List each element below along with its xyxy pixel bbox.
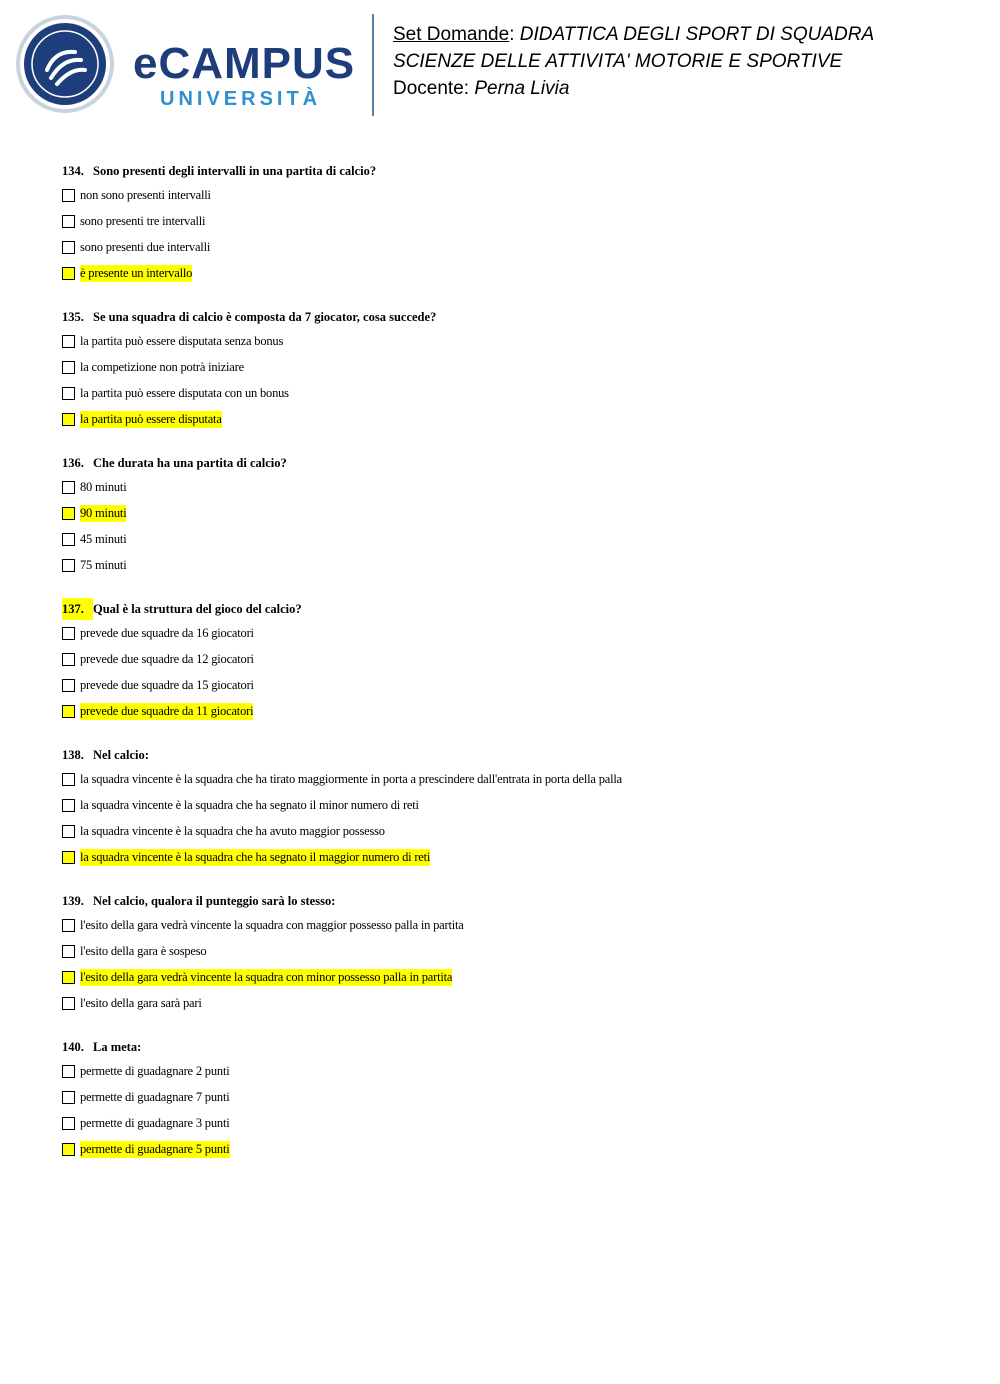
answer-checkbox[interactable] — [62, 335, 75, 348]
answer-checkbox[interactable] — [62, 851, 75, 864]
question-number: 134. — [62, 164, 84, 178]
question-title — [62, 744, 962, 770]
answer-text: permette di guadagnare 2 punti — [80, 1064, 230, 1078]
question-spacer — [62, 436, 962, 452]
answer-text: non sono presenti intervalli — [80, 188, 211, 202]
teacher-label: Docente: — [393, 78, 470, 99]
question-title — [62, 452, 962, 478]
question-number: 140. — [62, 1040, 84, 1054]
question-block — [62, 598, 962, 744]
question-text: Se una squadra di calcio è composta da 7 giocator, cosa succede? — [93, 310, 437, 324]
question-spacer — [62, 1020, 962, 1036]
question-title — [62, 890, 962, 916]
answer-text: prevede due squadre da 11 giocatori — [80, 704, 254, 718]
course-line — [393, 24, 874, 46]
answer-option[interactable] — [62, 556, 962, 582]
question-spacer — [62, 874, 962, 890]
teacher-line — [393, 78, 569, 100]
answer-text: prevede due squadre da 16 giocatori — [80, 626, 254, 640]
answer-text: l'esito della gara sarà pari — [80, 996, 202, 1010]
answer-option[interactable] — [62, 1062, 962, 1088]
question-block — [62, 744, 962, 890]
question-block — [62, 306, 962, 452]
answer-option[interactable] — [62, 624, 962, 650]
ecampus-seal-logo — [15, 14, 115, 114]
answer-option[interactable] — [62, 994, 962, 1020]
program-title: SCIENZE DELLE ATTIVITA' MOTORIE E SPORTIVE — [393, 51, 843, 72]
answer-checkbox[interactable] — [62, 533, 75, 546]
answer-text: l'esito della gara è sospeso — [80, 944, 207, 958]
logo-sub-text: UNIVERSITÀ — [160, 88, 322, 110]
answer-option[interactable] — [62, 1088, 962, 1114]
answer-checkbox[interactable] — [62, 1091, 75, 1104]
answer-text: 90 minuti — [80, 506, 127, 520]
answer-checkbox[interactable] — [62, 507, 75, 520]
answer-option[interactable] — [62, 822, 962, 848]
answer-checkbox[interactable] — [62, 1117, 75, 1130]
answer-option[interactable] — [62, 942, 962, 968]
answer-text: la squadra vincente è la squadra che ha tirato maggiormente in porta a prescindere dall'entrata in porta della palla — [80, 772, 622, 786]
question-text: Nel calcio: — [93, 748, 149, 762]
question-number: 136. — [62, 456, 84, 470]
question-text: Sono presenti degli intervalli in una partita di calcio? — [93, 164, 377, 178]
question-number: 139. — [62, 894, 84, 908]
answer-text: l'esito della gara vedrà vincente la squadra con minor possesso palla in partita — [80, 970, 453, 984]
answer-checkbox[interactable] — [62, 997, 75, 1010]
answer-option[interactable] — [62, 916, 962, 942]
answer-option[interactable] — [62, 264, 962, 290]
answer-checkbox[interactable] — [62, 413, 75, 426]
answer-option[interactable] — [62, 212, 962, 238]
answer-text: la squadra vincente è la squadra che ha avuto maggior possesso — [80, 824, 385, 838]
answer-text: prevede due squadre da 15 giocatori — [80, 678, 254, 692]
ecampus-wordmark — [133, 40, 358, 112]
answer-option[interactable] — [62, 676, 962, 702]
answer-text: la squadra vincente è la squadra che ha segnato il maggior numero di reti — [80, 850, 431, 864]
answer-checkbox[interactable] — [62, 799, 75, 812]
answer-text: sono presenti due intervalli — [80, 240, 211, 254]
question-text: Qual è la struttura del gioco del calcio? — [93, 602, 302, 616]
question-spacer — [62, 582, 962, 598]
answer-option[interactable] — [62, 384, 962, 410]
answer-text: sono presenti tre intervalli — [80, 214, 206, 228]
question-block — [62, 890, 962, 1036]
answer-checkbox[interactable] — [62, 627, 75, 640]
answer-checkbox[interactable] — [62, 679, 75, 692]
answer-option[interactable] — [62, 358, 962, 384]
answer-option[interactable] — [62, 702, 962, 728]
question-block — [62, 1036, 962, 1166]
question-number: 138. — [62, 748, 84, 762]
answer-text: permette di guadagnare 3 punti — [80, 1116, 230, 1130]
answer-text: la competizione non potrà iniziare — [80, 360, 244, 374]
answer-option[interactable] — [62, 650, 962, 676]
question-spacer — [62, 290, 962, 306]
question-text: La meta: — [93, 1040, 142, 1054]
answer-option[interactable] — [62, 478, 962, 504]
answer-text: la squadra vincente è la squadra che ha segnato il minor numero di reti — [80, 798, 419, 812]
answer-checkbox[interactable] — [62, 945, 75, 958]
answer-checkbox[interactable] — [62, 1065, 75, 1078]
answer-text: la partita può essere disputata — [80, 412, 222, 426]
answer-checkbox[interactable] — [62, 481, 75, 494]
page-header — [0, 0, 1000, 130]
answer-text: prevede due squadre da 12 giocatori — [80, 652, 254, 666]
set-label: Set Domande — [393, 24, 510, 45]
answer-checkbox[interactable] — [62, 653, 75, 666]
answer-checkbox[interactable] — [62, 705, 75, 718]
answer-checkbox[interactable] — [62, 387, 75, 400]
answer-option[interactable] — [62, 530, 962, 556]
answer-option[interactable] — [62, 968, 962, 994]
question-spacer — [62, 728, 962, 744]
answer-text: la partita può essere disputata senza bonus — [80, 334, 284, 348]
answer-checkbox[interactable] — [62, 241, 75, 254]
answer-option[interactable] — [62, 1114, 962, 1140]
answer-checkbox[interactable] — [62, 971, 75, 984]
logo-main-text: eCAMPUS — [133, 39, 356, 88]
answer-option[interactable] — [62, 1140, 962, 1166]
answer-text: 80 minuti — [80, 480, 127, 494]
answer-checkbox[interactable] — [62, 825, 75, 838]
answer-checkbox[interactable] — [62, 267, 75, 280]
answer-checkbox[interactable] — [62, 919, 75, 932]
answer-text: l'esito della gara vedrà vincente la squadra con maggior possesso palla in partita — [80, 918, 464, 932]
answer-option[interactable] — [62, 504, 962, 530]
answer-text: permette di guadagnare 7 punti — [80, 1090, 230, 1104]
answer-option[interactable] — [62, 770, 962, 796]
question-text: Nel calcio, qualora il punteggio sarà lo stesso: — [93, 894, 336, 908]
question-title — [62, 1036, 962, 1062]
answer-text: è presente un intervallo — [80, 266, 193, 280]
question-block — [62, 160, 962, 306]
answer-option[interactable] — [62, 332, 962, 358]
teacher-name: Perna Livia — [474, 78, 570, 99]
answer-text: 45 minuti — [80, 532, 127, 546]
answer-text: la partita può essere disputata con un bonus — [80, 386, 289, 400]
question-text: Che durata ha una partita di calcio? — [93, 456, 287, 470]
question-block — [62, 452, 962, 598]
answer-checkbox[interactable] — [62, 559, 75, 572]
answer-option[interactable] — [62, 410, 962, 436]
answer-checkbox[interactable] — [62, 773, 75, 786]
header-divider — [372, 14, 374, 116]
answer-checkbox[interactable] — [62, 1143, 75, 1156]
question-title — [62, 306, 962, 332]
answer-option[interactable] — [62, 186, 962, 212]
question-number: 135. — [62, 310, 84, 324]
question-title — [62, 598, 962, 624]
question-number: 137. — [62, 598, 93, 620]
answer-checkbox[interactable] — [62, 189, 75, 202]
answer-option[interactable] — [62, 238, 962, 264]
set-colon: : — [509, 24, 515, 45]
answer-text: permette di guadagnare 5 punti — [80, 1142, 230, 1156]
question-title — [62, 160, 962, 186]
answer-text: 75 minuti — [80, 558, 127, 572]
question-list — [62, 160, 962, 1166]
course-title: DIDATTICA DEGLI SPORT DI SQUADRA — [519, 24, 875, 45]
answer-checkbox[interactable] — [62, 361, 75, 374]
answer-option[interactable] — [62, 848, 962, 874]
answer-checkbox[interactable] — [62, 215, 75, 228]
answer-option[interactable] — [62, 796, 962, 822]
